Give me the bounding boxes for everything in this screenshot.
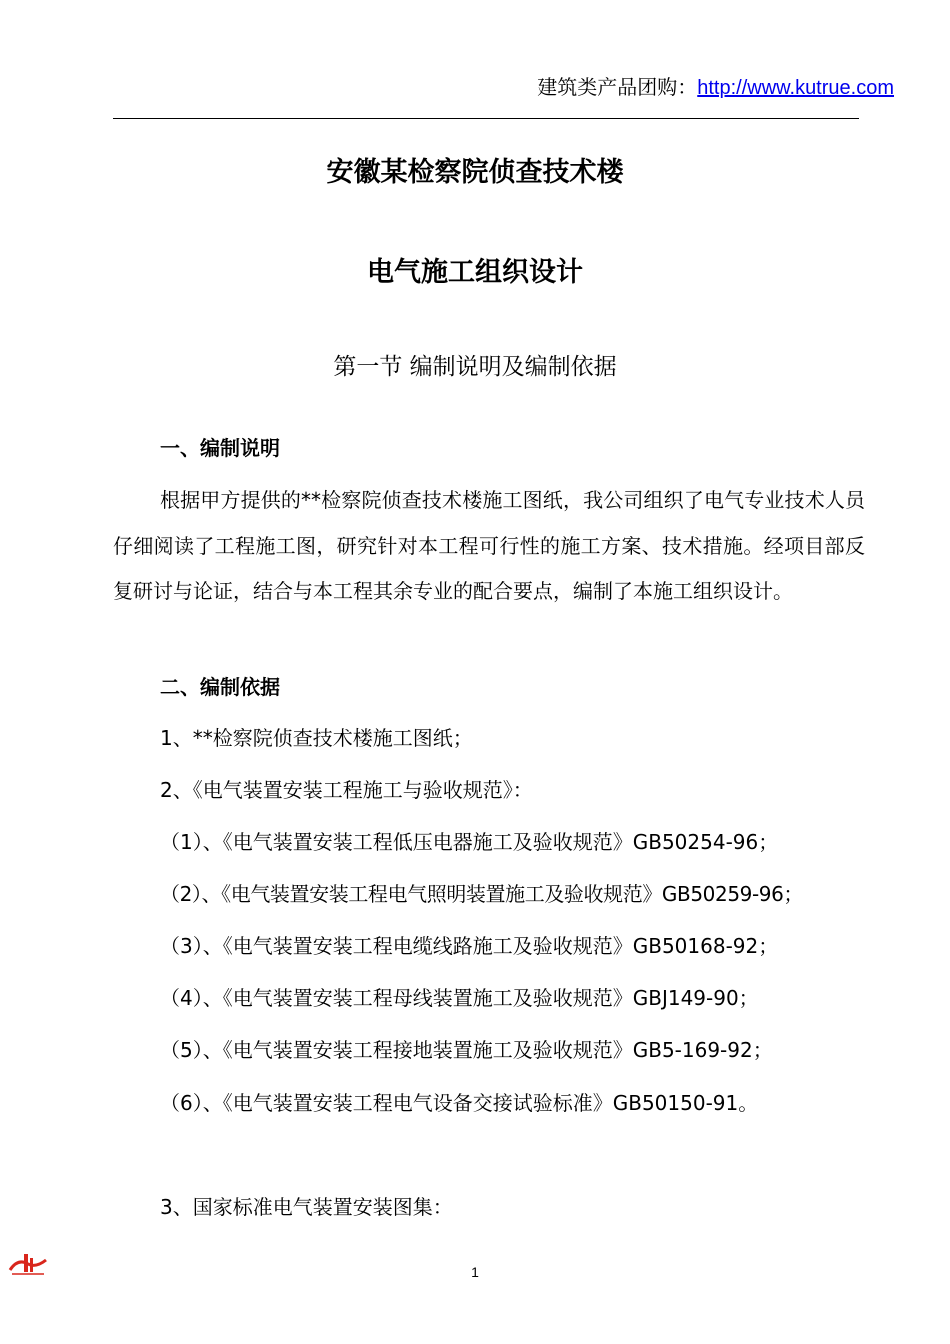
basis-item-2: 2、《电气装置安装工程施工与验收规范》： [160,778,533,802]
standard-item: （6）、《电气装置安装工程电气设备交接试验标准》GB50150-91。 [160,1091,759,1115]
page-header [56,71,894,100]
basis-item-1: 1、**检察院侦查技术楼施工图纸； [160,726,473,750]
section-title: 第一节 编制说明及编制依据 [333,354,617,380]
header-link[interactable]: http://www.kutrue.com [697,77,894,99]
section-paragraph-1: 根据甲方提供的**检察院侦查技术楼施工图纸，我公司组织了电气专业技术人员仔细阅读了工程施工图，研究针对本工程可行性的施工方案、技术措施。经项目部反复研讨与论证，结合与本工程其余专业的配合要点，编制了本施工组织设计。 [113,488,865,603]
header-divider [113,118,859,119]
standard-item: （4）、《电气装置安装工程母线装置施工及验收规范》GBJ149-90； [160,986,759,1010]
standard-item: （2）、《电气装置安装工程电气照明装置施工及验收规范》GB50259-96； [160,882,804,906]
document-title: 安徽某检察院侦查技术楼 [326,157,624,188]
section-heading-1: 一、编制说明 [160,436,280,460]
document-subtitle: 电气施工组织设计 [367,257,583,288]
standard-item: （1）、《电气装置安装工程低压电器施工及验收规范》GB50254-96； [160,830,779,854]
basis-item-3: 3、国家标准电气装置安装图集： [160,1195,453,1219]
section-heading-2: 二、编制依据 [160,675,280,699]
header-label: 建筑类产品团购： [537,75,698,99]
standard-item: （3）、《电气装置安装工程电缆线路施工及验收规范》GB50168-92； [160,934,779,958]
standard-item: （5）、《电气装置安装工程接地装置施工及验收规范》GB5-169-92； [160,1038,773,1062]
page-number: 1 [471,1264,479,1280]
